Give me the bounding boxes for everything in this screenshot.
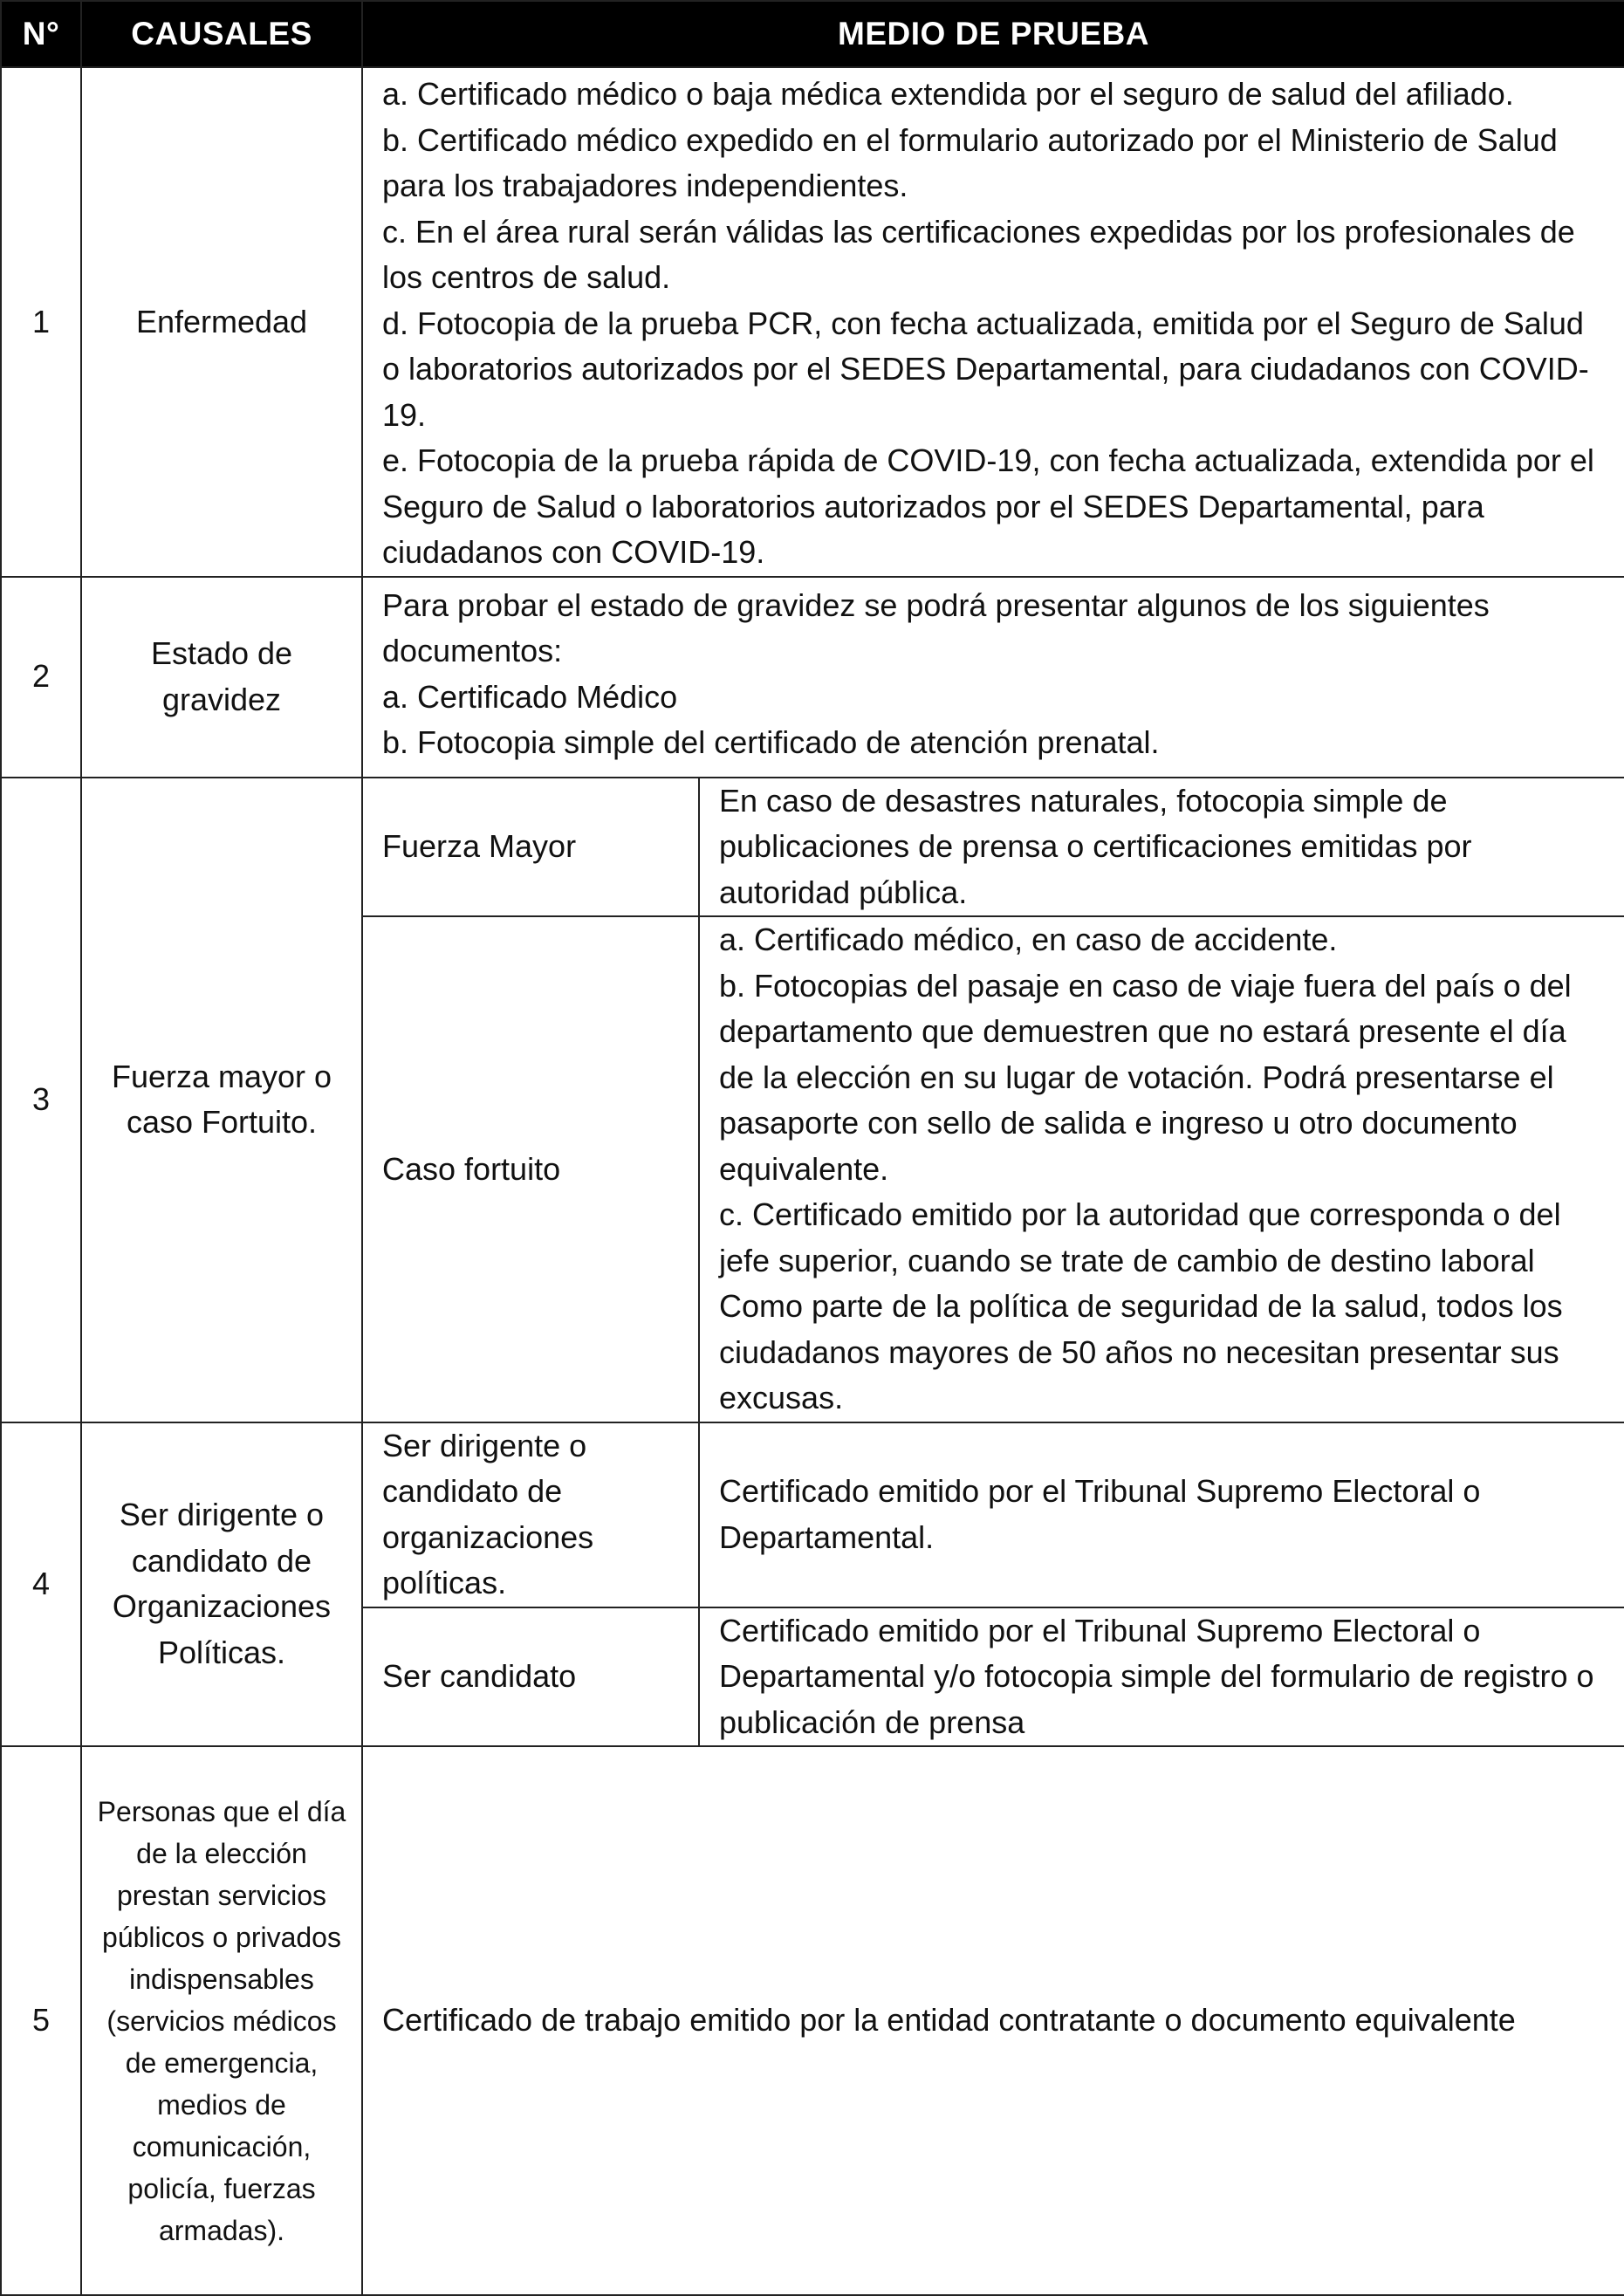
table-row [1,778,1624,917]
causal-cell: Estado de gravidez [81,577,362,778]
causal-cell: Ser dirigente o candidato de Organizaciones Políticas. [81,1422,362,1747]
sub-causal-cell: Ser candidato [362,1607,699,1747]
proof-cell [362,67,1624,577]
proof-item: a. Certificado médico o baja médica extendida por el seguro de salud del afiliado. [382,76,1514,112]
proof-item: Certificado emitido por el Tribunal Supremo Electoral o Departamental. [719,1473,1481,1555]
proof-item: a. Certificado médico, en caso de accidente. [719,922,1338,957]
sub-causal-cell: Caso fortuito [362,916,699,1422]
row-number: 2 [1,577,81,778]
causal-cell: Enfermedad [81,67,362,577]
header-row [1,1,1624,67]
proof-item: c. En el área rural serán válidas las certificaciones expedidas por los profesionales de los centros de salud. [382,213,1575,295]
proof-cell [699,916,1624,1422]
row-number: 4 [1,1422,81,1747]
table-row [1,1422,1624,1607]
proof-item: e. Fotocopia de la prueba rápida de COVID-19, con fecha actualizada, extendida por el Seguro de Salud o laboratorios autorizados por el SEDES Departamental, para ciudadanos con COVID-19. [382,442,1594,570]
row-number: 3 [1,778,81,1422]
causal-cell: Fuerza mayor o caso Fortuito. [81,778,362,1422]
proof-item: b. Fotocopia simple del certificado de atención prenatal. [382,724,1160,760]
proof-cell [699,778,1624,917]
proof-item: En caso de desastres naturales, fotocopia simple de publicaciones de prensa o certificaciones emitidas por autoridad pública. [719,782,1472,910]
header-num: N° [1,1,81,67]
proof-item: b. Fotocopias del pasaje en caso de viaje fuera del país o del departamento que demuestren que no estará presente el día de la elección en su lugar de votación. Podrá presentarse el pasaporte con sello de salida e ingreso u otro documento equivalente. [719,967,1572,1187]
sub-causal-cell: Fuerza Mayor [362,778,699,917]
table-row [1,1746,1624,2295]
proof-cell [362,1746,1624,2295]
header-causales: CAUSALES [81,1,362,67]
proof-item: Para probar el estado de gravidez se podrá presentar algunos de los siguientes documentos: [382,586,1490,668]
table-row [1,67,1624,577]
sub-causal-cell: Ser dirigente o candidato de organizaciones políticas. [362,1422,699,1607]
causal-cell: Personas que el día de la elección prestan servicios públicos o privados indispensables (servicios médicos de emergencia, medios de comunicación, policía, fuerzas armadas). [81,1746,362,2295]
header-medio-de-prueba: MEDIO DE PRUEBA [362,1,1624,67]
row-number: 5 [1,1746,81,2295]
proof-item: c. Certificado emitido por la autoridad que corresponda o del jefe superior, cuando se trate de cambio de destino laboral Como parte de la política de seguridad de la salud, todos los ciudadanos mayores de 50 años no necesitan presentar sus excusas. [719,1196,1563,1415]
proof-cell [362,577,1624,778]
proof-item: b. Certificado médico expedido en el formulario autorizado por el Ministerio de Salud para los trabajadores independientes. [382,121,1558,203]
proof-cell [699,1607,1624,1747]
proof-item: Certificado emitido por el Tribunal Supremo Electoral o Departamental y/o fotocopia simple del formulario de registro o publicación de prensa [719,1612,1594,1740]
proof-item: d. Fotocopia de la prueba PCR, con fecha actualizada, emitida por el Seguro de Salud o laboratorios autorizados por el SEDES Departamental, para ciudadanos con COVID-19. [382,305,1589,433]
row-number: 1 [1,67,81,577]
proof-cell [699,1422,1624,1607]
proof-item: Certificado de trabajo emitido por la entidad contratante o documento equivalente [382,2002,1516,2039]
table-row [1,577,1624,778]
proof-item: a. Certificado Médico [382,678,678,715]
